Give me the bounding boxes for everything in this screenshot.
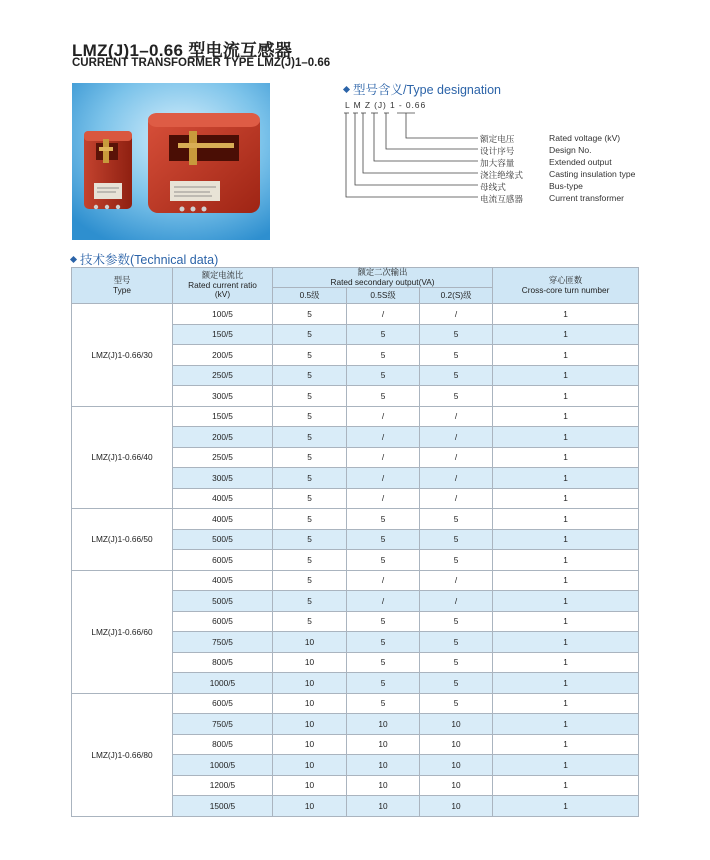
col-turns-cn: 穿心匝数 (548, 275, 583, 285)
turns-cell: 1 (493, 775, 639, 796)
output-05s-cell: 10 (347, 714, 420, 735)
output-02s-cell: 5 (420, 324, 493, 345)
output-05s-cell: / (347, 488, 420, 509)
turns-cell: 1 (493, 345, 639, 366)
output-02s-cell: 5 (420, 611, 493, 632)
output-05-cell: 10 (273, 775, 347, 796)
type-cell: LMZ(J)1-0.66/40 (72, 406, 173, 509)
output-05s-cell: / (347, 427, 420, 448)
output-05-cell: 5 (273, 550, 347, 571)
output-05s-cell: 5 (347, 632, 420, 653)
current-ratio-cell: 1000/5 (173, 673, 273, 694)
output-02s-cell: 5 (420, 509, 493, 530)
current-ratio-cell: 750/5 (173, 632, 273, 653)
designation-cn-6: 电流互感器 (480, 194, 523, 204)
output-05s-cell: 5 (347, 550, 420, 571)
turns-cell: 1 (493, 386, 639, 407)
turns-cell: 1 (493, 591, 639, 612)
output-05-cell: 5 (273, 324, 347, 345)
output-02s-cell: 5 (420, 652, 493, 673)
designation-en-3: Extended output (549, 157, 612, 167)
current-ratio-cell: 600/5 (173, 693, 273, 714)
output-02s-cell: / (420, 591, 493, 612)
current-ratio-cell: 300/5 (173, 468, 273, 489)
table-row (72, 693, 639, 714)
output-05s-cell: 10 (347, 755, 420, 776)
col-class-05: 0.5级 (273, 288, 347, 304)
turns-cell: 1 (493, 632, 639, 653)
output-05s-cell: / (347, 304, 420, 325)
turns-cell: 1 (493, 734, 639, 755)
col-class-02s: 0.2(S)级 (420, 288, 493, 304)
product-photo (72, 83, 270, 240)
output-05s-cell: 10 (347, 796, 420, 817)
turns-cell: 1 (493, 406, 639, 427)
output-05s-cell: 5 (347, 529, 420, 550)
output-05-cell: 10 (273, 755, 347, 776)
output-05-cell: 10 (273, 796, 347, 817)
col-type-cn: 型号 (113, 275, 131, 285)
designation-cn-2: 设计序号 (480, 146, 515, 156)
col-turns-en: Cross-core turn number (521, 284, 610, 295)
current-ratio-cell: 300/5 (173, 386, 273, 407)
output-05s-cell: / (347, 591, 420, 612)
current-ratio-cell: 1500/5 (173, 796, 273, 817)
output-05-cell: 10 (273, 632, 347, 653)
output-05s-cell: / (347, 570, 420, 591)
current-ratio-cell: 200/5 (173, 427, 273, 448)
turns-cell: 1 (493, 755, 639, 776)
output-05-cell: 5 (273, 529, 347, 550)
output-05-cell: 5 (273, 591, 347, 612)
type-cell: LMZ(J)1-0.66/60 (72, 570, 173, 693)
designation-code: L M Z (J) 1 - 0.66 (345, 100, 427, 110)
output-05-cell: 10 (273, 652, 347, 673)
output-02s-cell: 10 (420, 796, 493, 817)
turns-cell: 1 (493, 570, 639, 591)
designation-leader-lines (340, 108, 480, 200)
output-02s-cell: 5 (420, 550, 493, 571)
current-ratio-cell: 800/5 (173, 734, 273, 755)
turns-cell: 1 (493, 427, 639, 448)
technical-data-heading-text: 技术参数(Technical data) (80, 253, 219, 267)
output-02s-cell: 5 (420, 345, 493, 366)
output-05s-cell: 5 (347, 386, 420, 407)
turns-cell: 1 (493, 468, 639, 489)
col-ratio-en: Rated current ratio (188, 279, 257, 290)
turns-cell: 1 (493, 796, 639, 817)
technical-data-heading (69, 250, 218, 268)
output-05-cell: 10 (273, 734, 347, 755)
output-02s-cell: 5 (420, 386, 493, 407)
output-05-cell: 10 (273, 693, 347, 714)
large-transformer (148, 113, 260, 213)
current-ratio-cell: 400/5 (173, 509, 273, 530)
type-cell: LMZ(J)1-0.66/50 (72, 509, 173, 571)
output-02s-cell: 10 (420, 775, 493, 796)
turns-cell: 1 (493, 673, 639, 694)
col-output-en: Rated secondary output(VA) (330, 276, 435, 287)
output-05-cell: 5 (273, 468, 347, 489)
col-ratio-cn: 额定电流比 (201, 270, 244, 281)
output-05-cell: 5 (273, 488, 347, 509)
current-ratio-cell: 400/5 (173, 570, 273, 591)
output-05s-cell: / (347, 447, 420, 468)
turns-cell: 1 (493, 550, 639, 571)
current-ratio-cell: 600/5 (173, 611, 273, 632)
output-05-cell: 5 (273, 365, 347, 386)
current-ratio-cell: 1000/5 (173, 755, 273, 776)
output-05-cell: 10 (273, 714, 347, 735)
col-ratio-unit: (kV) (214, 289, 231, 300)
designation-en-1: Rated voltage (kV) (549, 133, 621, 143)
output-02s-cell: 5 (420, 673, 493, 694)
output-05-cell: 5 (273, 345, 347, 366)
current-ratio-cell: 250/5 (173, 447, 273, 468)
output-05s-cell: 5 (347, 365, 420, 386)
output-05-cell: 5 (273, 427, 347, 448)
current-ratio-cell: 150/5 (173, 406, 273, 427)
turns-cell: 1 (493, 488, 639, 509)
current-ratio-cell: 150/5 (173, 324, 273, 345)
designation-cn-5: 母线式 (480, 182, 506, 192)
output-05-cell: 5 (273, 386, 347, 407)
technical-data-body (72, 304, 639, 817)
col-type-header (72, 268, 173, 304)
turns-cell: 1 (493, 693, 639, 714)
output-05s-cell: / (347, 406, 420, 427)
current-ratio-cell: 500/5 (173, 591, 273, 612)
output-05s-cell: 10 (347, 734, 420, 755)
col-ratio-header (173, 268, 273, 304)
technical-data-table (71, 267, 639, 817)
turns-cell: 1 (493, 365, 639, 386)
output-02s-cell: 5 (420, 365, 493, 386)
output-05s-cell: 5 (347, 509, 420, 530)
output-02s-cell: / (420, 427, 493, 448)
designation-en-6: Current transformer (549, 193, 624, 203)
designation-cn-1: 额定电压 (480, 134, 515, 144)
turns-cell: 1 (493, 714, 639, 735)
type-cell: LMZ(J)1-0.66/30 (72, 304, 173, 407)
current-ratio-cell: 400/5 (173, 488, 273, 509)
output-02s-cell: 5 (420, 632, 493, 653)
output-02s-cell: 10 (420, 755, 493, 776)
output-05-cell: 5 (273, 406, 347, 427)
col-output-cn: 额定二次输出 (357, 267, 408, 277)
table-row (72, 304, 639, 325)
output-05s-cell: 5 (347, 693, 420, 714)
type-designation-heading-text: 型号含义/Type designation (353, 83, 501, 97)
turns-cell: 1 (493, 529, 639, 550)
turns-cell: 1 (493, 324, 639, 345)
output-02s-cell: / (420, 570, 493, 591)
output-05-cell: 5 (273, 509, 347, 530)
output-05s-cell: / (347, 468, 420, 489)
output-02s-cell: / (420, 447, 493, 468)
turns-cell: 1 (493, 509, 639, 530)
diamond-bullet-icon (70, 256, 77, 263)
page-title-en: CURRENT TRANSFORMER TYPE LMZ(J)1–0.66 (72, 57, 331, 69)
col-output-header (273, 268, 493, 288)
current-ratio-cell: 600/5 (173, 550, 273, 571)
table-row (72, 406, 639, 427)
designation-en-5: Bus-type (549, 181, 583, 191)
output-05-cell: 5 (273, 570, 347, 591)
output-05s-cell: 5 (347, 652, 420, 673)
turns-cell: 1 (493, 447, 639, 468)
type-designation-heading (342, 80, 501, 98)
output-05-cell: 5 (273, 447, 347, 468)
output-02s-cell: / (420, 488, 493, 509)
designation-cn-4: 浇注绝缘式 (480, 170, 523, 180)
current-ratio-cell: 100/5 (173, 304, 273, 325)
current-ratio-cell: 1200/5 (173, 775, 273, 796)
table-row (72, 570, 639, 591)
output-02s-cell: / (420, 468, 493, 489)
output-05s-cell: 5 (347, 673, 420, 694)
current-ratio-cell: 250/5 (173, 365, 273, 386)
output-02s-cell: 5 (420, 529, 493, 550)
col-turns-header (493, 268, 639, 304)
col-class-05s: 0.5S级 (347, 288, 420, 304)
diamond-bullet-icon (343, 86, 350, 93)
output-05-cell: 5 (273, 304, 347, 325)
designation-en-4: Casting insulation type (549, 169, 636, 179)
output-02s-cell: 10 (420, 714, 493, 735)
output-05s-cell: 5 (347, 324, 420, 345)
page-title-cn: LMZ(J)1–0.66 型电流互感器 (72, 41, 293, 60)
output-05-cell: 5 (273, 611, 347, 632)
col-type-en: Type (113, 284, 131, 295)
current-ratio-cell: 800/5 (173, 652, 273, 673)
type-cell: LMZ(J)1-0.66/80 (72, 693, 173, 816)
table-row (72, 509, 639, 530)
output-05s-cell: 10 (347, 775, 420, 796)
output-05s-cell: 5 (347, 345, 420, 366)
turns-cell: 1 (493, 304, 639, 325)
output-02s-cell: 10 (420, 734, 493, 755)
output-02s-cell: 5 (420, 693, 493, 714)
output-05s-cell: 5 (347, 611, 420, 632)
output-02s-cell: / (420, 304, 493, 325)
output-02s-cell: / (420, 406, 493, 427)
current-ratio-cell: 200/5 (173, 345, 273, 366)
current-ratio-cell: 750/5 (173, 714, 273, 735)
small-transformer (84, 131, 132, 209)
designation-cn-3: 加大容量 (480, 158, 515, 168)
turns-cell: 1 (493, 611, 639, 632)
designation-en-2: Design No. (549, 145, 592, 155)
output-05-cell: 10 (273, 673, 347, 694)
turns-cell: 1 (493, 652, 639, 673)
current-ratio-cell: 500/5 (173, 529, 273, 550)
